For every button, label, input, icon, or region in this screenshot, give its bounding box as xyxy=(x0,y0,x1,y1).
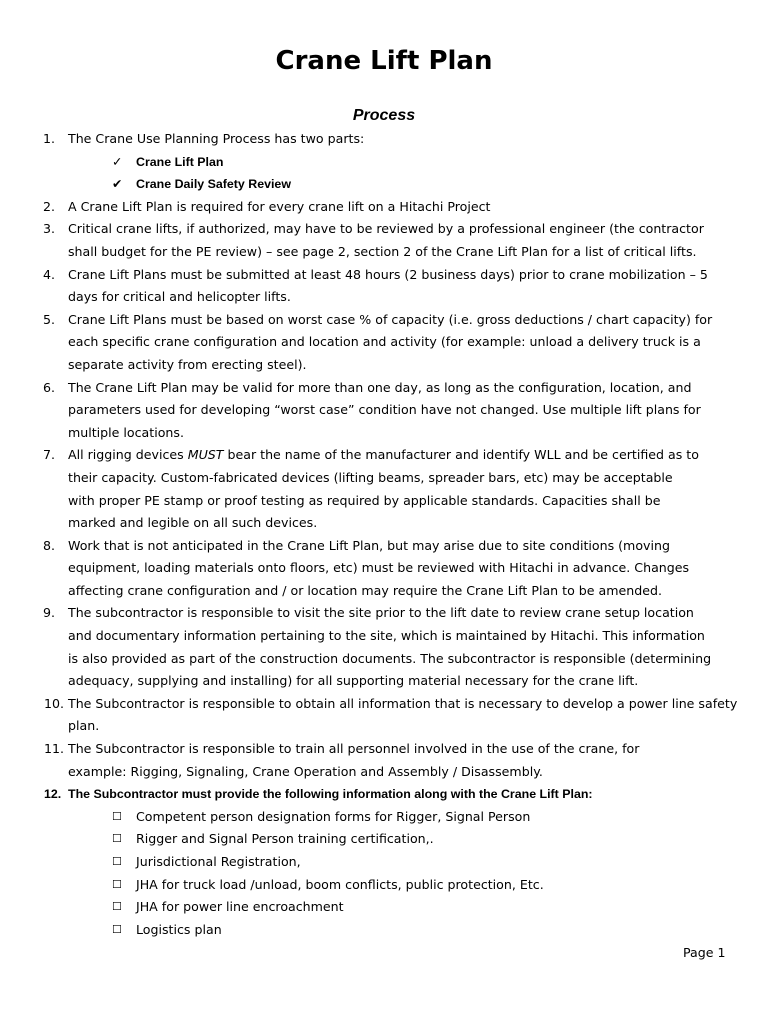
item-number: 1. xyxy=(43,131,56,146)
requirement-text: Logistics plan xyxy=(136,921,222,937)
item-text-line: example: Rigging, Signaling, Crane Operation and Assembly / Disassembly. xyxy=(68,763,543,779)
list-item-8 xyxy=(0,535,768,603)
sub-item-crane-lift-plan xyxy=(0,151,768,174)
item-text-line: parameters used for developing “worst case” condition have not changed. Use multiple lift plans for xyxy=(68,402,701,418)
list-item-3 xyxy=(0,218,768,263)
item-number: 7. xyxy=(43,447,56,463)
item-number: 2. xyxy=(43,198,56,214)
item-text: A Crane Lift Plan is required for every crane lift on a Hitachi Project xyxy=(68,198,491,214)
checkbox-icon: ☐ xyxy=(112,900,122,914)
item-text-line: The Subcontractor is responsible to obtain all information that is necessary to develop a power line safety xyxy=(68,695,738,711)
document-title: Crane Lift Plan xyxy=(275,46,493,76)
list-item-2 xyxy=(0,196,768,219)
process-list xyxy=(0,128,768,941)
item-number: 5. xyxy=(43,311,56,327)
requirement-text: JHA for power line encroachment xyxy=(136,899,344,915)
list-item-11 xyxy=(0,738,768,783)
list-item-9 xyxy=(0,602,768,692)
item-number: 12. xyxy=(44,787,62,802)
item-text: The Crane Use Planning Process has two parts: xyxy=(68,131,365,146)
item-number: 8. xyxy=(43,537,56,553)
item-text-line: and documentary information pertaining to the site, which is maintained by Hitachi. This information xyxy=(68,628,705,644)
item-text-line: each specific crane configuration and location and activity (for example: unload a delivery truck is a xyxy=(68,334,701,350)
checkbox-icon: ☐ xyxy=(112,832,122,846)
item-text-line: affecting crane configuration and / or location may require the Crane Lift Plan to be amended. xyxy=(68,582,662,598)
list-item-5 xyxy=(0,309,768,377)
list-item-6 xyxy=(0,377,768,445)
item-text-line: The subcontractor is responsible to visit the site prior to the lift date to review crane setup location xyxy=(68,605,694,621)
item-text-line: days for critical and helicopter lifts. xyxy=(68,289,291,305)
checkbox-icon: ☐ xyxy=(112,809,122,823)
requirement-item xyxy=(0,874,768,897)
item-number: 9. xyxy=(43,605,56,621)
sub-item-text: Crane Daily Safety Review xyxy=(136,177,291,192)
item-text-line: The Crane Lift Plan may be valid for more than one day, as long as the configuration, location, and xyxy=(68,379,692,395)
item-text-line: with proper PE stamp or proof testing as required by applicable standards. Capacities shall be xyxy=(68,492,661,508)
list-item-1 xyxy=(0,128,768,151)
item-text-line: adequacy, supplying and installing) for all supporting material necessary for the crane lift. xyxy=(68,673,639,689)
item-text-line: separate activity from erecting steel). xyxy=(68,356,307,372)
list-item-4 xyxy=(0,264,768,309)
item-text-prefix: All rigging devices xyxy=(68,447,188,463)
section-heading: Process xyxy=(352,107,416,124)
item-text-line: The Subcontractor is responsible to train all personnel involved in the use of the crane, for xyxy=(68,741,640,757)
requirement-text: Competent person designation forms for Rigger, Signal Person xyxy=(136,808,531,824)
heavy-checkmark-icon: ✔ xyxy=(112,176,123,192)
list-item-7 xyxy=(0,444,768,534)
item-text: The Subcontractor must provide the following information along with the Crane Lift Plan: xyxy=(68,787,593,802)
item-text-line: Crane Lift Plans must be submitted at least 48 hours (2 business days) prior to crane mobilization – 5 xyxy=(68,266,708,282)
item-text-line: is also provided as part of the construction documents. The subcontractor is responsible (determining xyxy=(68,650,712,666)
requirement-text: JHA for truck load /unload, boom conflicts, public protection, Etc. xyxy=(136,876,544,892)
item-number: 11. xyxy=(44,741,65,757)
checkbox-icon: ☐ xyxy=(112,922,122,936)
requirement-item xyxy=(0,828,768,851)
list-item-12 xyxy=(0,783,768,806)
item-number: 10. xyxy=(44,695,65,711)
item-text-line: multiple locations. xyxy=(68,424,184,440)
page-number: Page 1 xyxy=(683,945,726,960)
sub-item-daily-safety-review xyxy=(0,173,768,196)
item-number: 3. xyxy=(43,221,56,237)
requirement-item xyxy=(0,806,768,829)
item-text-line: Critical crane lifts, if authorized, may have to be reviewed by a professional engineer (the contractor xyxy=(68,221,704,237)
checkmark-icon: ✓ xyxy=(112,153,123,169)
requirement-item xyxy=(0,919,768,942)
emphasis-must: MUST xyxy=(187,447,224,463)
item-text-line: equipment, loading materials onto floors, etc) must be reviewed with Hitachi in advance. Changes xyxy=(68,560,690,576)
item-text-line: plan. xyxy=(68,718,100,734)
requirement-item xyxy=(0,851,768,874)
checkbox-icon: ☐ xyxy=(112,877,122,891)
sub-item-text: Crane Lift Plan xyxy=(136,154,224,169)
item-text-line: marked and legible on all such devices. xyxy=(68,515,318,531)
item-number: 6. xyxy=(43,379,56,395)
requirement-item xyxy=(0,896,768,919)
requirement-text: Rigger and Signal Person training certification,. xyxy=(136,831,434,847)
requirement-text: Jurisdictional Registration, xyxy=(136,854,301,869)
item-text-line xyxy=(68,444,740,467)
checkbox-icon: ☐ xyxy=(112,855,122,868)
item-text-line: shall budget for the PE review) – see page 2, section 2 of the Crane Lift Plan for a list of critical lifts. xyxy=(68,243,697,259)
list-item-10 xyxy=(0,693,768,738)
item-number: 4. xyxy=(43,266,56,282)
item-text-line: Crane Lift Plans must be based on worst case % of capacity (i.e. gross deductions / chart capacity) for xyxy=(68,311,713,327)
item-text-line: Work that is not anticipated in the Crane Lift Plan, but may arise due to site conditions (moving xyxy=(68,537,670,553)
item-text-suffix: bear the name of the manufacturer and identify WLL and be certified as to xyxy=(223,447,699,463)
item-text-line: their capacity. Custom-fabricated devices (lifting beams, spreader bars, etc) may be acceptable xyxy=(68,469,673,485)
